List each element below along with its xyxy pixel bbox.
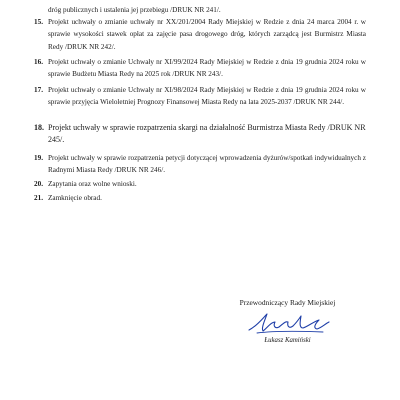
agenda-item-19 [34, 152, 366, 177]
agenda-item-number: 20. [34, 180, 43, 188]
agenda-item-continuation [34, 4, 366, 16]
agenda-item-number: 16. [34, 58, 43, 66]
agenda-item-text: Projekt uchwały o zmianie Uchwały nr XI/98/2024 Rady Miejskiej w Redzie z dnia 19 grudnia 2024 roku w sprawie przyjęcia Wieloletniej Prognozy Finansowej Miasta Redy na lata 2025-2037 /DRUK NR 244/. [48, 86, 366, 107]
signatory-name: Łukasz Kamiński [264, 337, 311, 344]
agenda-item-text: dróg publicznych i ustalenia jej przebiegu /DRUK NR 241/. [48, 6, 221, 14]
agenda-item-20 [34, 178, 366, 190]
agenda-item-number: 21. [34, 194, 43, 202]
agenda-item-21 [34, 192, 366, 204]
agenda-item-text: Projekt uchwały w sprawie rozpatrzenia skargi na działalność Burmistrza Miasta Redy /DRUK NR 245/. [48, 123, 366, 145]
agenda-item-number: 19. [34, 154, 43, 162]
agenda-item-16 [34, 56, 366, 81]
agenda-item-text: Projekt uchwały o zmianie Uchwały nr XI/99/2024 Rady Miejskiej w Redzie z dnia 19 grudnia 2024 roku w sprawie Budżetu Miasta Redy na 2025 rok /DRUK NR 243/. [48, 58, 366, 79]
agenda-item-number: 18. [34, 123, 44, 132]
agenda-item-17 [34, 84, 366, 109]
agenda-item-text: Projekt uchwały w sprawie rozpatrzenia petycji dotyczącej wprowadzenia dyżurów/spotkań indywidualnych z Radnymi Miasta Redy /DRUK NR 246/. [48, 154, 366, 175]
agenda-item-number: 17. [34, 86, 43, 94]
signatory-title: Przewodniczący Rady Miejskiej [239, 298, 336, 307]
agenda-item-text: Projekt uchwały o zmianie uchwały nr XX/201/2004 Rady Miejskiej w Redzie z dnia 24 marca 2004 r. w sprawie wysokości stawek opłat za zajęcie pasa drogowego dróg, których zarządcą jest Burmistrz Miasta Redy /DRUK NR 242/. [48, 18, 366, 51]
signature-block [215, 298, 360, 344]
agenda-item-text: Zapytania oraz wolne wnioski. [48, 180, 137, 188]
agenda-item-number: 15. [34, 18, 43, 26]
agenda-item-text: Zamknięcie obrad. [48, 194, 102, 202]
handwritten-signature [243, 310, 333, 336]
agenda-item-15 [34, 16, 366, 53]
agenda-item-18 [34, 122, 366, 147]
